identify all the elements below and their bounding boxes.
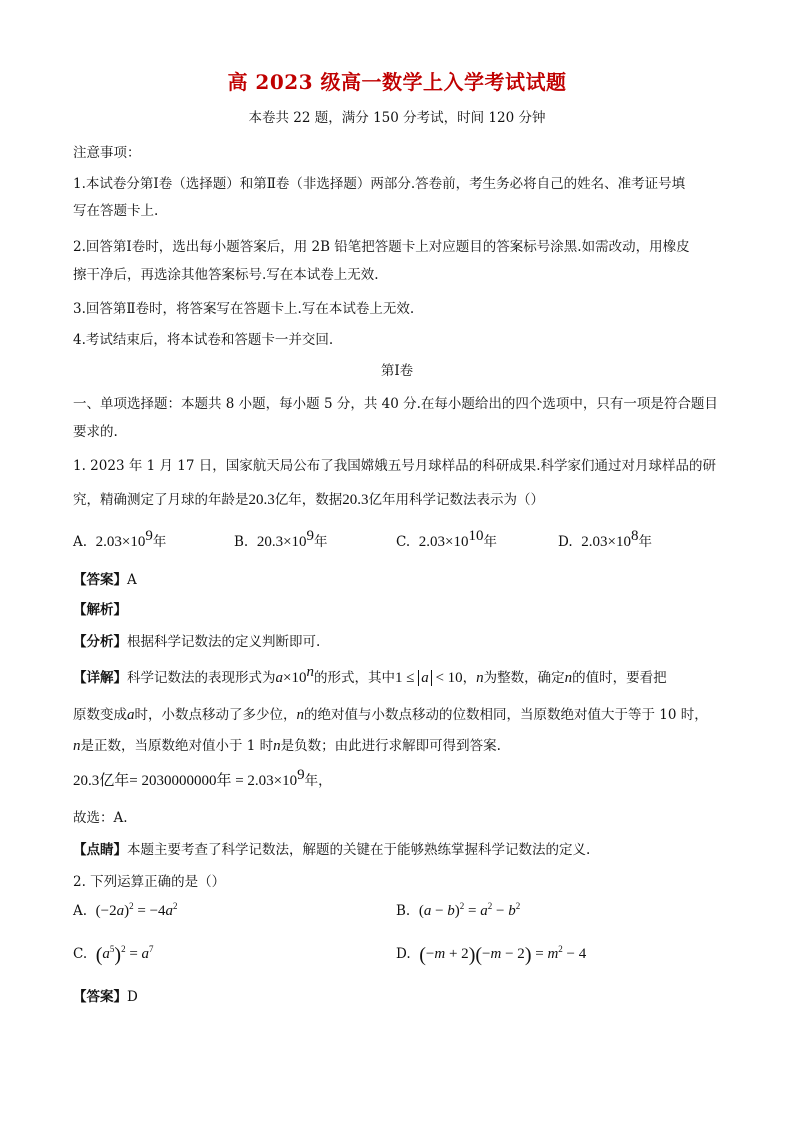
- q2-answer: 【答案】D: [73, 989, 138, 1005]
- q2-option-a: A. $(-2a)^2 = -4a^2$: [73, 901, 178, 919]
- q1-detail-line2: 原数变成a时，小数点移动了多少位，n的绝对值与小数点移动的位数相同，当原数绝对值大于等于 10 时，: [73, 707, 708, 723]
- q2-option-c: C. $(a^5)^2 = a^7$: [73, 944, 154, 966]
- q1-analysis-tag: 【解析】: [73, 602, 127, 618]
- note-2a: 2.回答第Ⅰ卷时，选出每小题答案后，用 2B 铅笔把答题卡上对应题目的答案标号涂黑.如需改动，用橡皮: [73, 239, 690, 255]
- note-4: 4.考试结束后，将本试卷和答题卡一并交回.: [73, 332, 334, 348]
- q1-value-2: 20.3: [342, 492, 369, 508]
- q2-stem: 2. 下列运算正确的是（）: [73, 874, 226, 890]
- section-intro-b: 要求的.: [73, 424, 118, 440]
- q1-value-1: 20.3: [248, 492, 275, 508]
- q1-stem-line2: 究，精确测定了月球的年龄是20.3亿年，数据20.3亿年用科学记数法表示为（）: [73, 492, 544, 508]
- note-2b: 擦干净后，再选涂其他答案标号.写在本试卷上无效.: [73, 267, 379, 283]
- q1-answer: 【答案】A: [73, 572, 137, 588]
- note-1a: 1.本试卷分第Ⅰ卷（选择题）和第Ⅱ卷（非选择题）两部分.答卷前，考生务必将自己的姓名、准考证号填: [73, 176, 686, 192]
- q1-detail-line3: n是正数，当原数绝对值小于 1 时n是负数；由此进行求解即可得到答案.: [73, 738, 501, 754]
- q1-stem-line1: 1. 2023 年 1 月 17 日，国家航天局公布了我国嫦娥五号月球样品的科研成果.科学家们通过对月球样品的研: [73, 458, 717, 474]
- q1-option-c: C. $2.03\times 10^{10}$年: [396, 528, 497, 550]
- section-title: 第Ⅰ卷: [380, 363, 414, 379]
- section-intro-a: 一、单项选择题：本题共 8 小题，每小题 5 分，共 40 分.在每小题给出的四个选项中，只有一项是符合题目: [73, 396, 718, 412]
- q1-option-a: A. $2.03\times 10^9$年: [73, 528, 167, 550]
- q1-detail-line1: 【详解】科学记数法的表现形式为$a\times 10^n$的形式，其中1 ≤ a < 10，n为整数，确定n的值时，要看把: [73, 664, 667, 686]
- notes-heading: 注意事项：: [73, 145, 141, 161]
- q1-calculation: 20.3亿年= 2030000000年 = $2.03\times 10^9$年，: [73, 767, 332, 789]
- q1-option-b: B. $20.3\times 10^9$年: [234, 528, 328, 550]
- page-subtitle: 本卷共 22 题，满分 150 分考试，时间 120 分钟: [248, 110, 546, 126]
- q1-comment: 【点睛】本题主要考查了科学记数法，解题的关键在于能够熟练掌握科学记数法的定义.: [73, 842, 591, 858]
- note-1b: 写在答题卡上.: [73, 203, 159, 219]
- page-title: 高 2023 级高一数学上入学考试试题: [227, 70, 567, 94]
- q2-option-b: B. $(a - b)^2 = a^2 - b^2$: [396, 901, 521, 919]
- q1-fenxi: 【分析】根据科学记数法的定义判断即可.: [73, 634, 321, 650]
- q2-option-d: D. $(-m + 2)(-m - 2) = m^2 - 4$: [396, 944, 587, 966]
- note-3: 3.回答第Ⅱ卷时，将答案写在答题卡上.写在本试卷上无效.: [73, 301, 415, 317]
- q1-conclusion: 故选：A.: [73, 810, 128, 826]
- q1-option-d: D. $2.03\times 10^8$年: [558, 528, 652, 550]
